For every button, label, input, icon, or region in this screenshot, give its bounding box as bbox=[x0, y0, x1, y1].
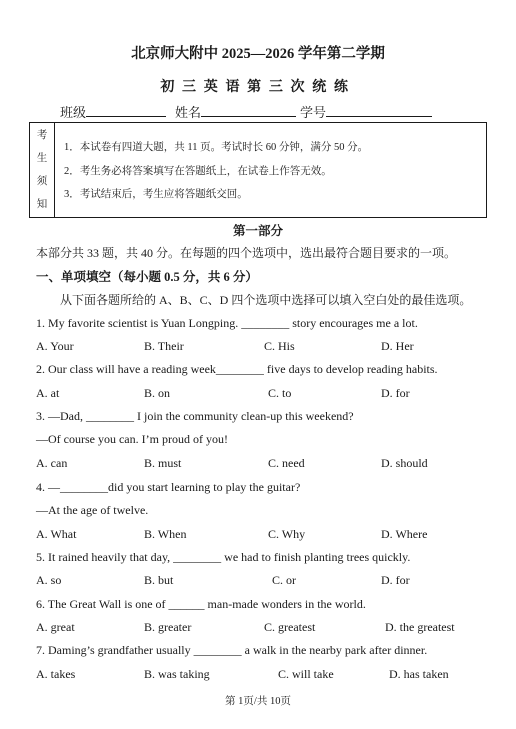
option: C. need bbox=[268, 456, 305, 470]
id-label: 学号 bbox=[300, 105, 327, 120]
page-number: 第 1页/共 10页 bbox=[225, 696, 291, 707]
option: B. on bbox=[144, 386, 171, 400]
notice-side-char: 须 bbox=[36, 176, 48, 187]
option: D. Her bbox=[381, 339, 414, 353]
option: C. or bbox=[272, 573, 296, 587]
question-text: 1. My favorite scientist is Yuan Longping. ________ story encourages me a lot. bbox=[36, 316, 418, 330]
option: A. at bbox=[36, 386, 60, 400]
name-label: 姓名 bbox=[175, 105, 202, 120]
option: A. Your bbox=[36, 339, 74, 353]
notice-side-char: 生 bbox=[36, 153, 48, 164]
option: B. Their bbox=[144, 339, 184, 353]
exam-title: 初三英语第三次统练 bbox=[160, 80, 356, 95]
option: A. takes bbox=[36, 667, 76, 681]
option: C. greatest bbox=[264, 620, 316, 634]
notice-item: 3．考试结束后，考生应将答题纸交回。 bbox=[64, 189, 248, 200]
class-blank bbox=[86, 103, 166, 117]
question-text: 5. It rained heavily that day, ________ we had to finish planting trees quickly. bbox=[36, 550, 411, 564]
option: A. What bbox=[36, 527, 77, 541]
option: A. great bbox=[36, 620, 75, 634]
question-text: 4. —________did you start learning to play the guitar? bbox=[36, 480, 301, 494]
notice-item: 1．本试卷有四道大题，共 11 页。考试时长 60 分钟，满分 50 分。 bbox=[64, 142, 369, 153]
notice-side-column bbox=[30, 123, 55, 217]
option: C. His bbox=[264, 339, 295, 353]
option: D. for bbox=[381, 386, 410, 400]
option: D. has taken bbox=[389, 667, 449, 681]
question-text: —At the age of twelve. bbox=[36, 503, 149, 517]
name-blank bbox=[201, 103, 296, 117]
notice-box bbox=[29, 122, 487, 218]
part-intro: 本部分共 33 题，共 40 分。在每题的四个选项中，选出最符合题目要求的一项。 bbox=[36, 246, 457, 260]
option: D. for bbox=[381, 573, 410, 587]
question-text: 2. Our class will have a reading week________ five days to develop reading habits. bbox=[36, 362, 438, 376]
option: D. Where bbox=[381, 527, 428, 541]
option: A. can bbox=[36, 456, 68, 470]
question-text: 6. The Great Wall is one of ______ man-made wonders in the world. bbox=[36, 597, 366, 611]
option: C. Why bbox=[268, 527, 306, 541]
class-label: 班级 bbox=[60, 105, 87, 120]
id-blank bbox=[326, 103, 432, 117]
notice-item: 2．考生务必将答案填写在答题纸上，在试卷上作答无效。 bbox=[64, 166, 332, 177]
option: D. should bbox=[381, 456, 428, 470]
section-title: 一、单项填空（每小题 0.5 分，共 6 分） bbox=[36, 270, 258, 284]
notice-side-char: 知 bbox=[36, 199, 48, 210]
option: C. will take bbox=[278, 667, 334, 681]
part-title: 第一部分 bbox=[232, 224, 283, 238]
question-text: 7. Daming’s grandfather usually ________ a walk in the nearby park after dinner. bbox=[36, 643, 428, 657]
option: A. so bbox=[36, 573, 62, 587]
option: B. was taking bbox=[144, 667, 210, 681]
notice-side-char: 考 bbox=[36, 130, 48, 141]
option: C. to bbox=[268, 386, 292, 400]
question-text: —Of course you can. I’m proud of you! bbox=[36, 432, 228, 446]
option: B. greater bbox=[144, 620, 192, 634]
school-title: 北京师大附中 2025—2026 学年第二学期 bbox=[131, 46, 385, 62]
option: B. but bbox=[144, 573, 174, 587]
section-instruction: 从下面各题所给的 A、B、C、D 四个选项中选择可以填入空白处的最佳选项。 bbox=[60, 293, 472, 307]
option: B. must bbox=[144, 456, 182, 470]
option: D. the greatest bbox=[385, 620, 455, 634]
question-text: 3. —Dad, ________ I join the community clean-up this weekend? bbox=[36, 409, 354, 423]
option: B. When bbox=[144, 527, 187, 541]
